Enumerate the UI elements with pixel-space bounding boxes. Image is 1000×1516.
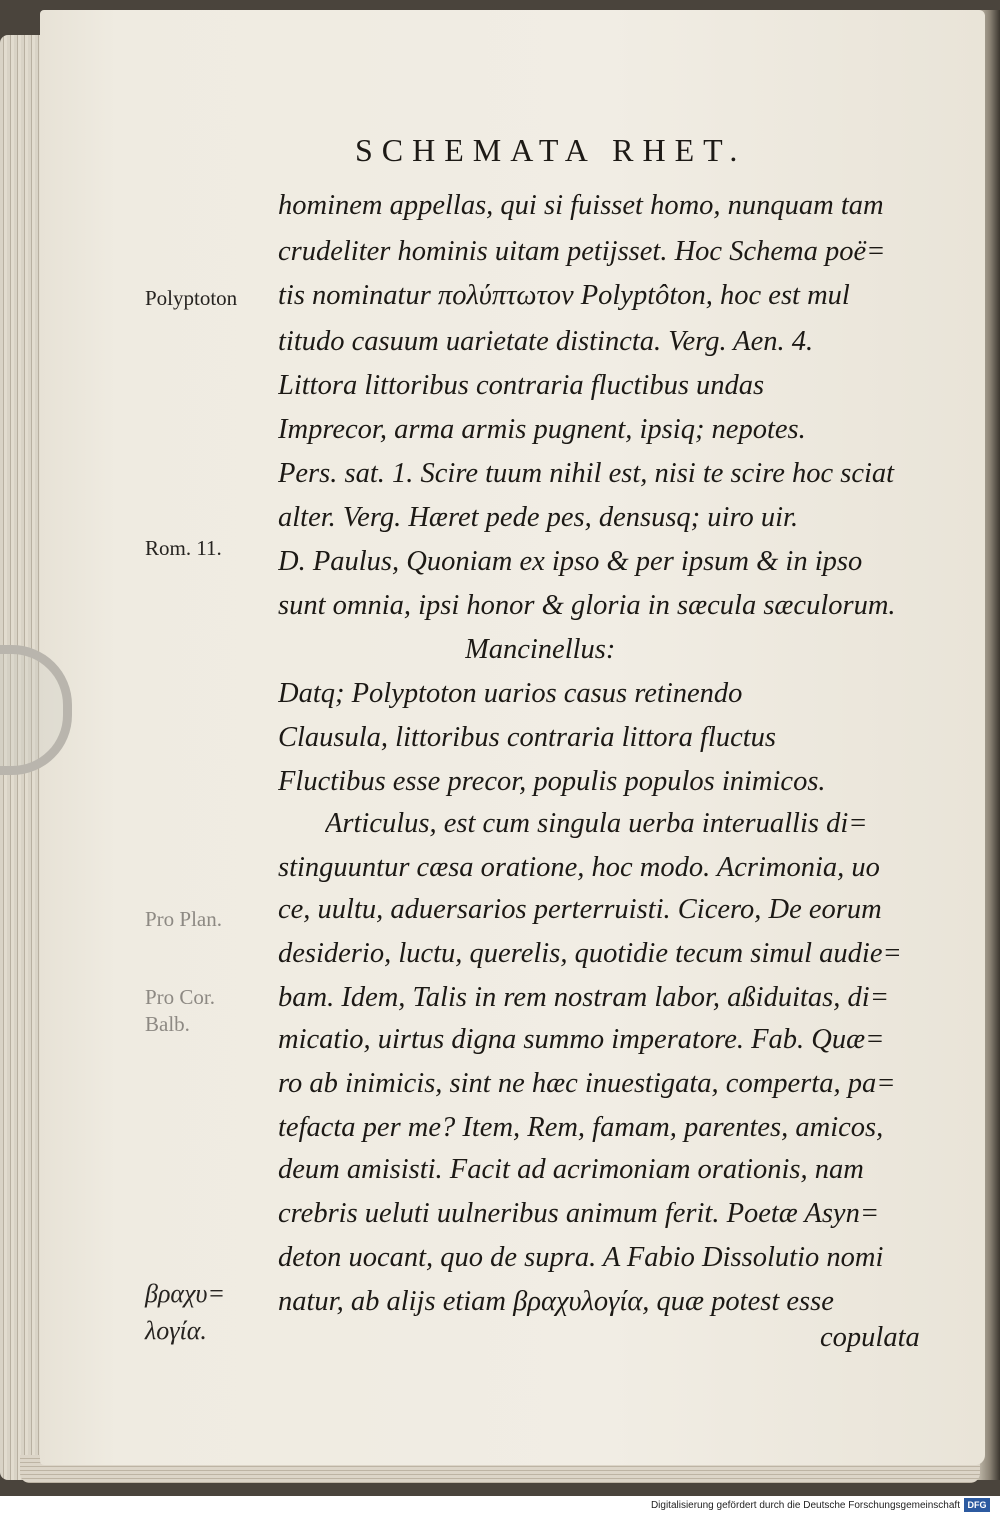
text-line: D. Paulus, Quoniam ex ipso & per ipsum & in ipso xyxy=(278,546,863,577)
text-line: micatio, uirtus digna summo imperatore. Fab. Quæ= xyxy=(278,1024,885,1055)
running-head: SCHEMATA RHET. xyxy=(355,132,747,168)
text-line: hominem appellas, qui si fuisset homo, nunquam tam xyxy=(278,190,884,221)
dfg-logo: DFG xyxy=(964,1498,990,1512)
text-line: deton uocant, quo de supra. A Fabio Dissolutio nomi xyxy=(278,1242,884,1273)
text-line: stinguuntur cæsa oratione, hoc modo. Acrimonia, uo xyxy=(278,852,880,883)
margin-note-balb: Balb. xyxy=(145,1012,190,1036)
text-line: Imprecor, arma armis pugnent, ipsiq; nepotes. xyxy=(278,414,806,445)
margin-note-pro-plan: Pro Plan. xyxy=(145,907,223,931)
text-line: crebris ueluti uulneribus animum ferit. Poetæ Asyn= xyxy=(278,1198,880,1229)
catchword: copulata xyxy=(820,1322,920,1353)
text-line: titudo casuum uarietate distincta. Verg. Aen. 4. xyxy=(278,326,814,357)
margin-note-rom: Rom. 11. xyxy=(145,536,222,560)
text-line: crudeliter hominis uitam petijsset. Hoc Schema poë= xyxy=(278,236,886,267)
text-line: bam. Idem, Talis in rem nostram labor, aßiduitas, di= xyxy=(278,982,889,1013)
text-line: sunt omnia, ipsi honor & gloria in sæcula sæculorum. xyxy=(278,590,896,621)
text-line: ro ab inimicis, sint ne hæc inuestigata, comperta, pa= xyxy=(278,1068,896,1099)
text-line: tefacta per me? Item, Rem, famam, parentes, amicos, xyxy=(278,1112,884,1143)
text-line: desiderio, luctu, querelis, quotidie tecum simul audie= xyxy=(278,938,902,969)
margin-note-pro-cor: Pro Cor. xyxy=(145,985,216,1009)
margin-note-polyptoton: Polyptoton xyxy=(145,286,238,310)
margin-note-greek-1: βραχυ= xyxy=(145,1279,225,1308)
text-line: deum amisisti. Facit ad acrimoniam orationis, nam xyxy=(278,1154,864,1185)
text-line: Pers. sat. 1. Scire tuum nihil est, nisi te scire hoc sciat xyxy=(278,458,895,489)
text-line: Articulus, est cum singula uerba interuallis di= xyxy=(325,808,868,839)
text-line: Littora littoribus contraria fluctibus undas xyxy=(278,370,765,401)
text-line: alter. Verg. Hæret pede pes, densusq; uiro uir. xyxy=(278,502,799,533)
text-line: Datq; Polyptoton uarios casus retinendo xyxy=(278,678,743,709)
footer-credit: Digitalisierung gefördert durch die Deutsche Forschungsgemeinschaft xyxy=(650,1500,960,1511)
text-line: Clausula, littoribus contraria littora fluctus xyxy=(278,722,777,753)
text-line: ce, uultu, aduersarios perterruisti. Cicero, De eorum xyxy=(278,894,882,925)
text-line: Mancinellus: xyxy=(465,634,616,665)
text-line: Fluctibus esse precor, populis populos inimicos. xyxy=(278,766,826,797)
text-line: tis nominatur πολύπτωτον Polyptôton, hoc est mul xyxy=(278,280,850,311)
text-line: natur, ab alijs etiam βραχυλογία, quæ potest esse xyxy=(278,1286,834,1317)
margin-note-greek-2: λογία. xyxy=(145,1316,207,1345)
